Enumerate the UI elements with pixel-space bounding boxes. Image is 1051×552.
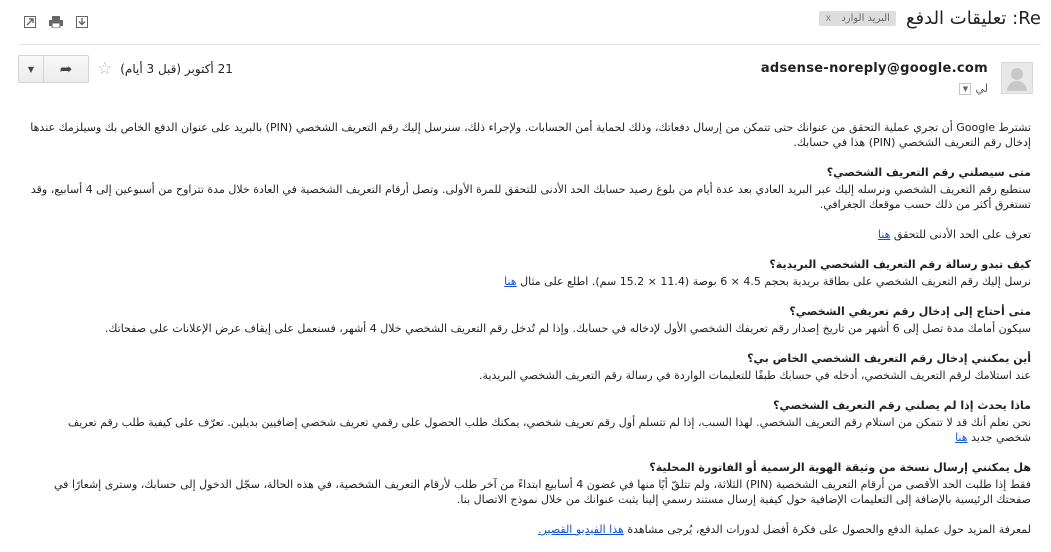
faq-section — [30, 304, 1031, 336]
header-divider — [18, 44, 1041, 45]
recipient-label: لي — [975, 82, 988, 95]
close-label-icon[interactable]: x — [825, 13, 832, 24]
details-dropdown-icon[interactable]: ▼ — [959, 83, 971, 95]
sender-avatar — [1001, 62, 1033, 94]
faq-answer: تعرف على الحد الأدنى للتحقق — [893, 228, 1031, 241]
new-window-icon[interactable] — [22, 14, 38, 30]
faq-answer: سيكون أمامك مدة تصل إلى 6 أشهر من تاريخ إصدار رقم تعريفك الشخصي الأول لإدخاله في حسابك. وإذا لم تُدخل رقم التعريف الشخصي خلال 4 أشهر، فسنعمل على إيقاف عرض الإعلانات على صفحاتك. — [104, 322, 1031, 335]
subject-title: تعليقات الدفع — [905, 8, 1007, 29]
subject-header — [819, 8, 1041, 29]
reply-button[interactable] — [44, 55, 89, 83]
sender-email[interactable]: adsense-noreply@google.com — [760, 61, 988, 76]
faq-link[interactable]: هنا — [955, 431, 968, 444]
faq-question: متى سيصلني رقم التعريف الشخصي؟ — [826, 166, 1031, 179]
faq-section — [30, 227, 1031, 242]
faq-answer: سنطبع رقم التعريف الشخصي ونرسله إليك عبر البريد العادي بعد عدة أيام من بلوغ رصيد حسابك الحد الأدنى للتحقق للمرة الأولى. وتصل أرقام التعريف الشخصية في العادة خلال مدة تتراوح من أسبوعين إلى 4 أسابيع، وقد تستغرق أكثر من ذلك حسب موقعك الجغرافي. — [30, 183, 1031, 211]
chevron-down-icon: ▼ — [27, 64, 35, 74]
download-icon[interactable] — [74, 14, 90, 30]
faq-link[interactable]: هنا — [504, 275, 517, 288]
faq-answer: عند استلامك لرقم التعريف الشخصي، أدخله في حسابك طبقًا للتعليمات الواردة في رسالة رقم التعريف الشخصي البريدية. — [479, 369, 1031, 382]
video-link[interactable]: هذا الفيديو القصير. — [537, 523, 624, 536]
faq-section — [30, 257, 1031, 289]
recipient-row — [959, 82, 988, 95]
faq-link[interactable]: هنا — [877, 228, 891, 241]
message-body — [30, 120, 1031, 552]
star-icon[interactable]: ☆ — [97, 59, 113, 79]
faq-answer: لمعرفة المزيد حول عملية الدفع والحصول على فكرة أفضل لدورات الدفع، يُرجى مشاهدة — [627, 523, 1031, 536]
faq-section — [30, 398, 1031, 445]
faq-answer: فقط إذا طلبت الحد الأقصى من أرقام التعريف الشخصية (PIN) الثلاثة، ولم تتلقّ أيًا منها في غضون 4 أسابيع ابتداءً من آخر طلب لأرقام التعريف الشخصية، في هذه الحالة، سجّل الدخول إلى حسابك، وسترى إشعارًا في صفحتك الرئيسية بالإضافة إلى التعليمات الإضافية حول كيفية إرسال مستند رسمي إلينا يثبت عنوانك من خلال نموذج الاتصال بنا. — [54, 478, 1031, 506]
message-actions — [18, 55, 233, 83]
faq-question: كيف تبدو رسالة رقم التعريف الشخصي البريدية؟ — [769, 258, 1031, 271]
reply-arrow-icon: ➦ — [59, 60, 73, 78]
faq-answer: نحن نعلم أنك قد لا تتمكن من استلام رقم التعريف الشخصي. لهذا السبب، إذا لم تتسلم أول رقم تعريف شخصي، يمكنك طلب الحصول على رقمي تعريف شخصي إضافيين بديلين. تعرّف على كيفية طلب رقم تعريف شخصي جديد — [67, 416, 1031, 444]
faq-question: ماذا يحدث إذا لم يصلني رقم التعريف الشخصي؟ — [773, 399, 1031, 412]
email-subject — [906, 8, 1041, 29]
more-actions-button[interactable] — [18, 55, 44, 83]
faq-section — [30, 460, 1031, 507]
faq-question: متى أحتاج إلى إدخال رقم تعريفي الشخصي؟ — [789, 305, 1031, 318]
toolbar-icons — [22, 14, 90, 30]
faq-section — [30, 522, 1031, 537]
body-intro: تشترط Google أن تجري عملية التحقق من عنوانك حتى تتمكن من إرسال دفعاتك، وذلك لحماية أمن الحسابات. ولإجراء ذلك، سنرسل إليك رقم التعريف الشخصي (PIN) بالبريد على عنوان الدفع الخاص بك وسيلزمك عندها إدخال رقم التعريف الشخصي (PIN) هذا في حسابك. — [30, 121, 1031, 149]
faq-question: أين يمكنني إدخال رقم التعريف الشخصي الخاص بي؟ — [747, 352, 1031, 365]
faq-section — [30, 351, 1031, 383]
faq-section — [30, 165, 1031, 212]
message-date: 21 أكتوبر (قبل 3 أيام) — [120, 62, 233, 76]
print-icon[interactable] — [48, 14, 64, 30]
faq-answer: نرسل إليك رقم التعريف الشخصي على بطاقة بريدية بحجم 4.5 × 6 بوصة (11.4 × 15.2 سم). اطلع على مثال — [520, 275, 1031, 288]
inbox-label-text: البريد الوارد — [841, 13, 890, 24]
faq-question: هل يمكنني إرسال نسخة من وثيقة الهوية الرسمية أو الفاتورة المحلية؟ — [649, 461, 1031, 474]
subject-prefix: Re: — [1012, 8, 1041, 29]
inbox-label[interactable] — [819, 11, 896, 26]
